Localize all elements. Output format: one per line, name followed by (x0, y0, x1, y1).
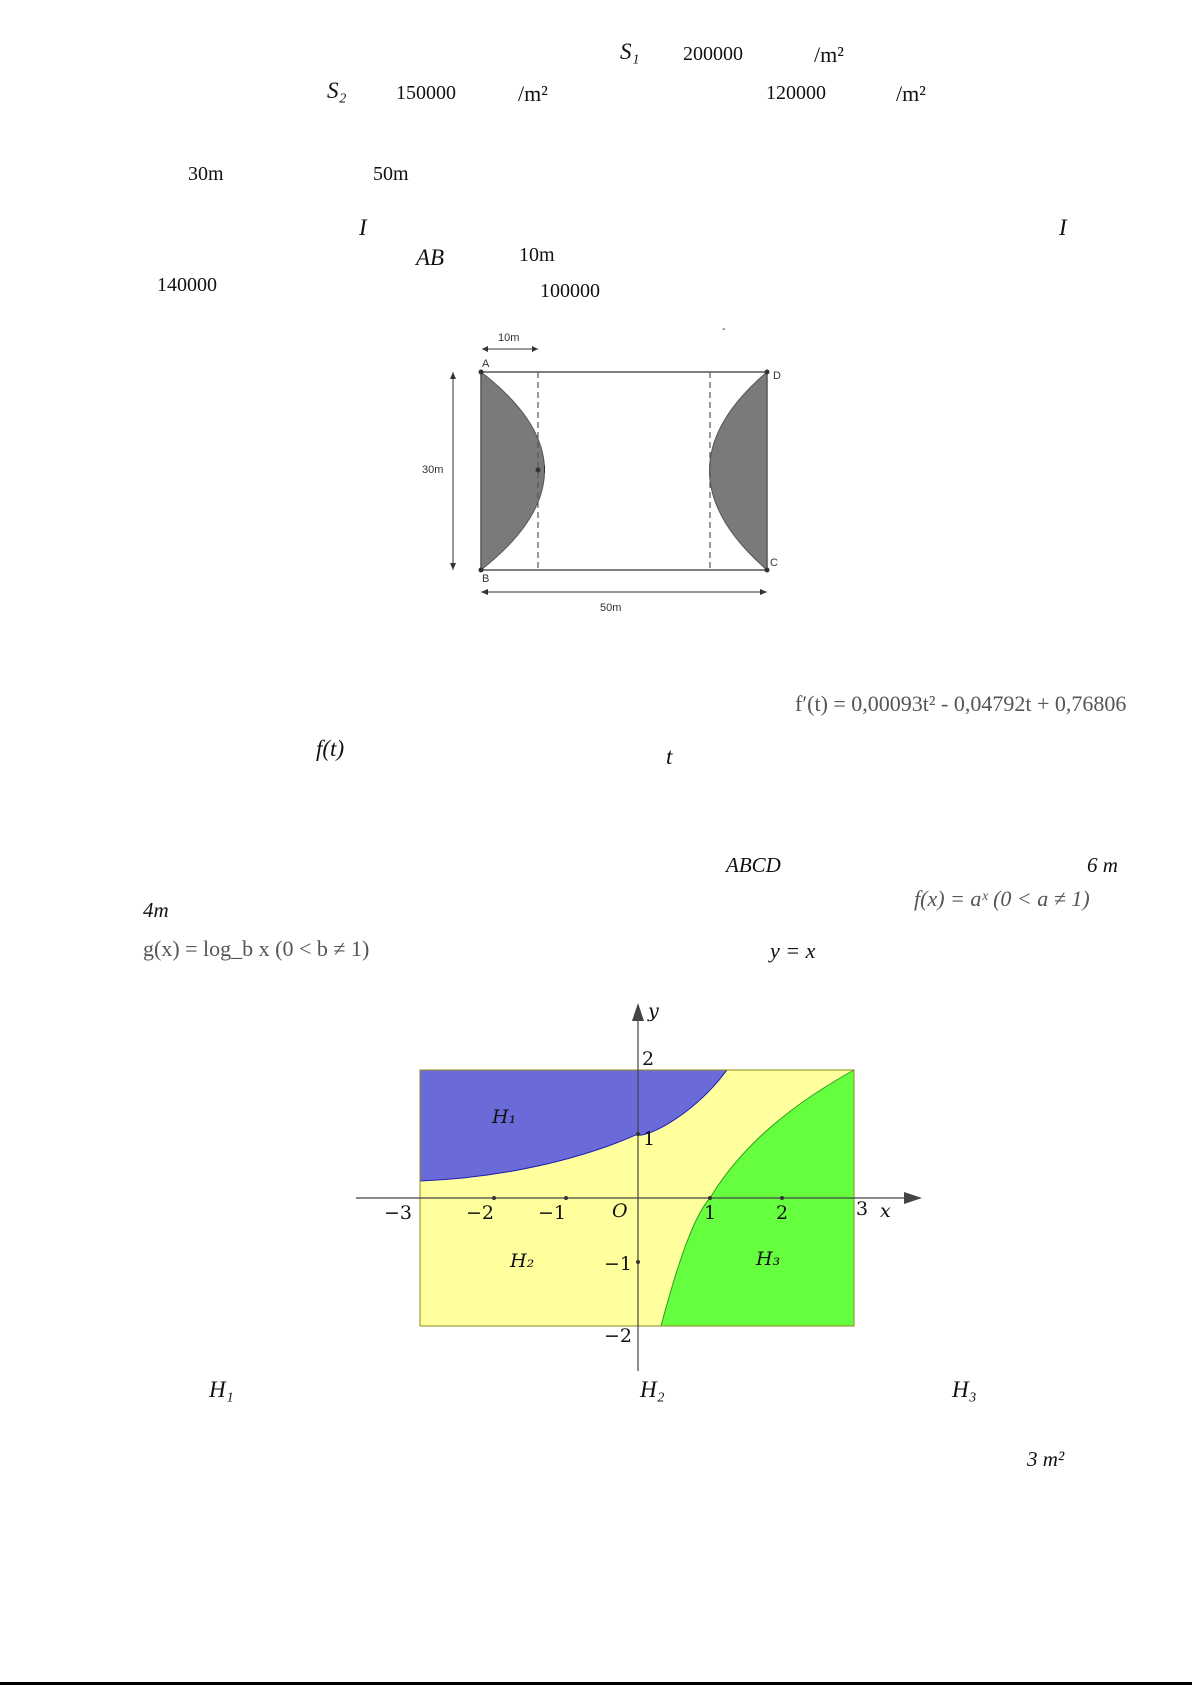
label-d: D (773, 370, 781, 382)
y-tick-neg2: −2 (604, 1325, 633, 1347)
x-tick-2: 2 (776, 1202, 789, 1224)
tick-dot (636, 1260, 640, 1264)
point-i: I (1059, 215, 1067, 240)
point-c (765, 568, 770, 573)
y-axis-arrow (632, 1003, 644, 1021)
label-10m: 10m (498, 332, 520, 344)
arrow-left (482, 346, 488, 352)
h1-label: H₁ (492, 1106, 517, 1128)
segment-ab: AB (416, 245, 445, 270)
h2-label: H₂ (510, 1250, 535, 1272)
price-100000: 100000 (540, 280, 600, 302)
y-tick-1: 1 (643, 1128, 656, 1150)
function-f-x: f(x) = aˣ (0 < a ≠ 1) (914, 886, 1090, 911)
price-150000: 150000 (396, 82, 456, 104)
width-4m: 4m (143, 898, 169, 922)
h1-caption: H₁ (209, 1377, 234, 1402)
label-i: I (543, 464, 547, 476)
x-axis-arrow (904, 1192, 922, 1204)
derivative-formula: f′(t) = 0,00093t² - 0,04792t + 0,76806 (795, 691, 1127, 716)
point-i-dot (536, 468, 541, 473)
tick-dot (492, 1196, 496, 1200)
tick-dot (636, 1132, 640, 1136)
label-50m: 50m (600, 602, 622, 614)
price-140000: 140000 (157, 274, 217, 296)
function-g-x: g(x) = log_b x (0 < b ≠ 1) (143, 936, 370, 961)
h3-caption: H₃ (952, 1377, 977, 1402)
unit-per-m2: /m² (896, 81, 926, 106)
tick-dot (708, 1196, 712, 1200)
price-200000: 200000 (683, 43, 743, 65)
tick-dot (564, 1196, 568, 1200)
field-diagram (410, 320, 810, 620)
x-axis-label: x (880, 1200, 891, 1222)
distance-10m: 10m (519, 244, 555, 266)
label-c: C (770, 557, 778, 569)
arrow-right (532, 346, 538, 352)
y-tick-2: 2 (642, 1048, 655, 1070)
x-tick-1: 1 (704, 1202, 717, 1224)
h3-label: H₃ (756, 1248, 781, 1270)
label-a: A (482, 358, 490, 370)
s1-symbol: S₁ (620, 39, 640, 64)
arrow-down (450, 563, 456, 570)
origin-label: O (612, 1200, 628, 1222)
unit-per-m2: /m² (814, 42, 844, 67)
h2-caption: H₂ (640, 1377, 665, 1402)
point-i: I (359, 215, 367, 240)
function-f-t: f(t) (316, 736, 345, 761)
width-30m: 30m (188, 163, 224, 185)
x-tick-neg3: −3 (384, 1202, 413, 1224)
dash-mark: - (722, 323, 726, 335)
arrow-right (760, 589, 767, 595)
arrow-up (450, 372, 456, 379)
x-tick-neg2: −2 (466, 1202, 495, 1224)
area-3m2: 3 m² (1027, 1447, 1065, 1471)
variable-t: t (666, 744, 673, 769)
point-d (765, 370, 770, 375)
length-6m: 6 m (1087, 853, 1118, 877)
price-120000: 120000 (766, 82, 826, 104)
label-b: B (482, 573, 490, 585)
label-30m: 30m (422, 464, 444, 476)
point-b (479, 568, 484, 573)
line-y-equals-x: y = x (770, 938, 816, 963)
point-a (479, 370, 484, 375)
x-tick-3: 3 (856, 1198, 869, 1220)
left-shaded-region (481, 372, 545, 570)
arrow-left (481, 589, 488, 595)
y-axis-label: y (648, 1000, 659, 1022)
tick-dot (780, 1196, 784, 1200)
x-tick-neg1: −1 (538, 1202, 567, 1224)
rectangle-abcd: ABCD (726, 853, 781, 877)
unit-per-m2: /m² (518, 81, 548, 106)
length-50m: 50m (373, 163, 409, 185)
y-tick-neg1: −1 (604, 1253, 633, 1275)
s2-symbol: S₂ (327, 78, 347, 103)
regions-graph (350, 995, 930, 1375)
right-shaded-region (710, 372, 768, 570)
